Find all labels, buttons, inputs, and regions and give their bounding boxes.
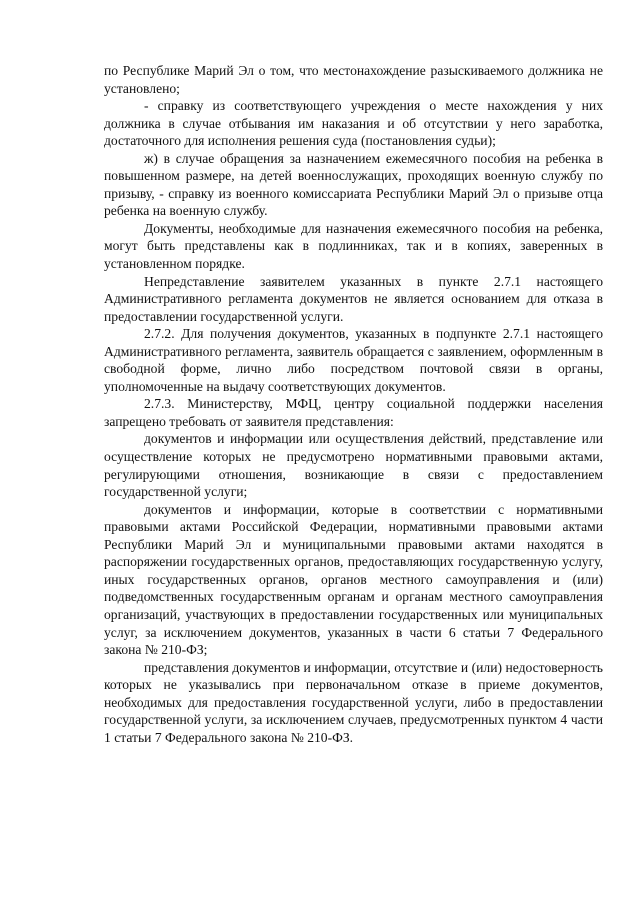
paragraph-5: Непредставление заявителем указанных в пункте 2.7.1 настоящего Административного регламента документов не является основанием для отказа в предоставлении государственной услуги.	[104, 273, 603, 324]
paragraph-8: документов и информации или осуществления действий, представление или осуществление которых не предусмотрено нормативными правовыми актами, регулирующими отношения, возникающие в связи с предоставлением государственной услуги;	[104, 431, 603, 500]
paragraph-2: - справку из соответствующего учреждения о месте нахождения у них должника в случае отбывания им наказания и об отсутствии у него заработка, достаточного для исполнения решения суда (постановления судьи);	[104, 98, 603, 149]
paragraph-9: документов и информации, которые в соответствии с нормативными правовыми актами Российской Федерации, нормативными правовыми актами Республики Марий Эл и муниципальными правовыми актами находятся в распоряжении государственных органов, предоставляющих государственную услугу, иных государственных органов, органов местного самоуправления и (или) подведомственных государственным органам и органам местного самоуправления организаций, участвующих в предоставлении государственных или муниципальных услуг, за исключением документов, указанных в части 6 статьи 7 Федерального закона № 210-ФЗ;	[104, 501, 603, 658]
paragraph-6: 2.7.2. Для получения документов, указанных в подпункте 2.7.1 настоящего Административного регламента, заявитель обращается с заявлением, оформленным в свободной форме, лично либо посредством почтовой связи в органы, уполномоченные на выдачу соответствующих документов.	[104, 326, 603, 394]
paragraph-10: представления документов и информации, отсутствие и (или) недостоверность которых не указывались при первоначальном отказе в приеме документов, необходимых для предоставления государственной услуги, либо в предоставлении государственной услуги, за исключением случаев, предусмотренных пунктом 4 части 1 статьи 7 Федерального закона № 210-ФЗ.	[104, 659, 603, 745]
document-page	[104, 62, 603, 746]
paragraph-1: по Республике Марий Эл о том, что местонахождение разыскиваемого должника не установлено;	[104, 63, 603, 96]
paragraph-3: ж) в случае обращения за назначением ежемесячного пособия на ребенка в повышенном размере, на детей военнослужащих, проходящих военную службу по призыву, - справку из военного комиссариата Республики Марий Эл о призыве отца ребенка на военную службу.	[104, 150, 603, 219]
paragraph-4: Документы, необходимые для назначения ежемесячного пособия на ребенка, могут быть представлены как в подлинниках, так и в копиях, заверенных в установленном порядке.	[104, 220, 603, 272]
paragraph-7: 2.7.3. Министерству, МФЦ, центру социальной поддержки населения запрещено требовать от заявителя представления:	[104, 396, 603, 429]
